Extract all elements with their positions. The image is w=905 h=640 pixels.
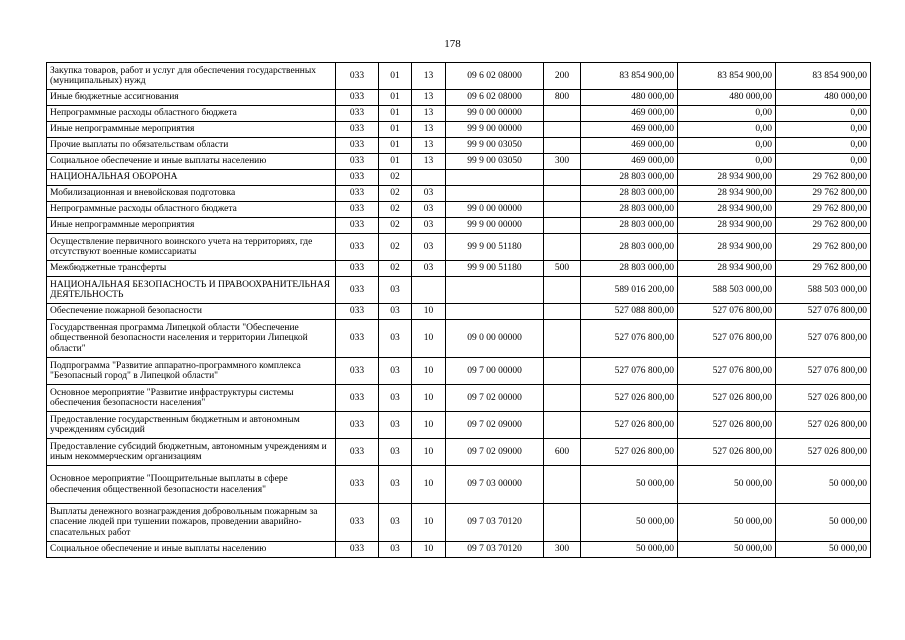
row-name-cell: Государственная программа Липецкой области "Обеспечение общественной безопасности населения и территории Липецкой области" xyxy=(47,320,336,358)
row-name-cell: Подпрограмма "Развитие аппаратно-программного комплекса "Безопасный город" в Липецкой области" xyxy=(47,358,336,385)
amount-year1-cell: 589 016 200,00 xyxy=(581,277,678,304)
target-article-cell: 09 7 03 00000 xyxy=(446,466,544,504)
section-code-cell: 02 xyxy=(379,234,412,261)
section-code-cell: 03 xyxy=(379,385,412,412)
subsection-code-cell: 13 xyxy=(412,63,446,90)
ministry-code-cell: 033 xyxy=(336,186,379,202)
amount-year1-cell: 50 000,00 xyxy=(581,466,678,504)
subsection-code-cell: 10 xyxy=(412,542,446,558)
expense-type-cell: 500 xyxy=(544,261,581,277)
table-row xyxy=(47,504,871,542)
subsection-code-cell: 10 xyxy=(412,385,446,412)
amount-year1-cell: 527 076 800,00 xyxy=(581,320,678,358)
amount-year3-cell: 83 854 900,00 xyxy=(776,63,871,90)
section-code-cell: 01 xyxy=(379,90,412,106)
ministry-code-cell: 033 xyxy=(336,412,379,439)
table-row xyxy=(47,358,871,385)
amount-year3-cell: 588 503 000,00 xyxy=(776,277,871,304)
row-name-cell: Иные бюджетные ассигнования xyxy=(47,90,336,106)
amount-year1-cell: 527 026 800,00 xyxy=(581,439,678,466)
subsection-code-cell: 10 xyxy=(412,466,446,504)
amount-year1-cell: 480 000,00 xyxy=(581,90,678,106)
subsection-code-cell: 10 xyxy=(412,320,446,358)
ministry-code-cell: 033 xyxy=(336,320,379,358)
row-name-cell: Выплаты денежного вознаграждения добровольным пожарным за спасение людей при тушении пожаров, проведении аварийно-спасательных работ xyxy=(47,504,336,542)
table-body xyxy=(47,63,871,558)
amount-year2-cell: 28 934 900,00 xyxy=(678,261,776,277)
table-row xyxy=(47,439,871,466)
ministry-code-cell: 033 xyxy=(336,358,379,385)
amount-year1-cell: 527 026 800,00 xyxy=(581,385,678,412)
amount-year2-cell: 28 934 900,00 xyxy=(678,234,776,261)
expense-type-cell xyxy=(544,304,581,320)
expense-type-cell: 800 xyxy=(544,90,581,106)
amount-year2-cell: 0,00 xyxy=(678,154,776,170)
amount-year2-cell: 50 000,00 xyxy=(678,542,776,558)
expense-type-cell xyxy=(544,466,581,504)
subsection-code-cell: 10 xyxy=(412,504,446,542)
amount-year1-cell: 83 854 900,00 xyxy=(581,63,678,90)
subsection-code-cell: 03 xyxy=(412,218,446,234)
target-article-cell xyxy=(446,277,544,304)
expense-type-cell: 300 xyxy=(544,542,581,558)
section-code-cell: 01 xyxy=(379,154,412,170)
amount-year2-cell: 527 076 800,00 xyxy=(678,304,776,320)
expense-type-cell xyxy=(544,202,581,218)
table-row xyxy=(47,542,871,558)
target-article-cell: 99 0 00 00000 xyxy=(446,202,544,218)
amount-year1-cell: 28 803 000,00 xyxy=(581,234,678,261)
ministry-code-cell: 033 xyxy=(336,63,379,90)
section-code-cell: 02 xyxy=(379,261,412,277)
amount-year3-cell: 0,00 xyxy=(776,154,871,170)
section-code-cell: 02 xyxy=(379,186,412,202)
amount-year1-cell: 469 000,00 xyxy=(581,138,678,154)
expense-type-cell xyxy=(544,385,581,412)
amount-year1-cell: 28 803 000,00 xyxy=(581,170,678,186)
ministry-code-cell: 033 xyxy=(336,504,379,542)
target-article-cell: 99 9 00 51180 xyxy=(446,234,544,261)
ministry-code-cell: 033 xyxy=(336,277,379,304)
target-article-cell: 09 0 00 00000 xyxy=(446,320,544,358)
subsection-code-cell: 10 xyxy=(412,358,446,385)
amount-year3-cell: 527 076 800,00 xyxy=(776,358,871,385)
section-code-cell: 03 xyxy=(379,504,412,542)
amount-year3-cell: 0,00 xyxy=(776,122,871,138)
amount-year1-cell: 50 000,00 xyxy=(581,542,678,558)
table-row xyxy=(47,320,871,358)
table-row xyxy=(47,106,871,122)
target-article-cell: 99 0 00 00000 xyxy=(446,106,544,122)
table-row xyxy=(47,186,871,202)
row-name-cell: Иные непрограммные мероприятия xyxy=(47,122,336,138)
row-name-cell: Основное мероприятие "Поощрительные выплаты в сфере обеспечения общественной безопасности населения" xyxy=(47,466,336,504)
row-name-cell: Непрограммные расходы областного бюджета xyxy=(47,106,336,122)
ministry-code-cell: 033 xyxy=(336,542,379,558)
table-row xyxy=(47,466,871,504)
ministry-code-cell: 033 xyxy=(336,218,379,234)
row-name-cell: Непрограммные расходы областного бюджета xyxy=(47,202,336,218)
ministry-code-cell: 033 xyxy=(336,154,379,170)
row-name-cell: Социальное обеспечение и иные выплаты населению xyxy=(47,542,336,558)
amount-year2-cell: 50 000,00 xyxy=(678,504,776,542)
section-code-cell: 01 xyxy=(379,106,412,122)
subsection-code-cell: 13 xyxy=(412,90,446,106)
expense-type-cell: 600 xyxy=(544,439,581,466)
amount-year2-cell: 0,00 xyxy=(678,138,776,154)
ministry-code-cell: 033 xyxy=(336,202,379,218)
section-code-cell: 01 xyxy=(379,138,412,154)
amount-year1-cell: 28 803 000,00 xyxy=(581,186,678,202)
target-article-cell xyxy=(446,170,544,186)
table-row xyxy=(47,218,871,234)
amount-year1-cell: 469 000,00 xyxy=(581,154,678,170)
subsection-code-cell xyxy=(412,277,446,304)
amount-year1-cell: 28 803 000,00 xyxy=(581,202,678,218)
target-article-cell xyxy=(446,186,544,202)
row-name-cell: НАЦИОНАЛЬНАЯ ОБОРОНА xyxy=(47,170,336,186)
subsection-code-cell: 10 xyxy=(412,304,446,320)
table-row xyxy=(47,63,871,90)
amount-year1-cell: 527 088 800,00 xyxy=(581,304,678,320)
subsection-code-cell: 03 xyxy=(412,261,446,277)
ministry-code-cell: 033 xyxy=(336,385,379,412)
amount-year1-cell: 527 076 800,00 xyxy=(581,358,678,385)
ministry-code-cell: 033 xyxy=(336,304,379,320)
amount-year3-cell: 527 076 800,00 xyxy=(776,320,871,358)
subsection-code-cell: 13 xyxy=(412,122,446,138)
section-code-cell: 02 xyxy=(379,202,412,218)
amount-year1-cell: 50 000,00 xyxy=(581,504,678,542)
ministry-code-cell: 033 xyxy=(336,170,379,186)
amount-year3-cell: 29 762 800,00 xyxy=(776,261,871,277)
target-article-cell: 09 7 03 70120 xyxy=(446,542,544,558)
section-code-cell: 03 xyxy=(379,466,412,504)
target-article-cell: 09 7 03 70120 xyxy=(446,504,544,542)
amount-year1-cell: 28 803 000,00 xyxy=(581,261,678,277)
table-row xyxy=(47,277,871,304)
amount-year3-cell: 29 762 800,00 xyxy=(776,218,871,234)
amount-year2-cell: 28 934 900,00 xyxy=(678,218,776,234)
amount-year2-cell: 527 076 800,00 xyxy=(678,358,776,385)
row-name-cell: Социальное обеспечение и иные выплаты населению xyxy=(47,154,336,170)
row-name-cell: Закупка товаров, работ и услуг для обеспечения государственных (муниципальных) нужд xyxy=(47,63,336,90)
target-article-cell: 99 9 00 00000 xyxy=(446,122,544,138)
target-article-cell: 09 6 02 08000 xyxy=(446,63,544,90)
target-article-cell xyxy=(446,304,544,320)
table-row xyxy=(47,154,871,170)
subsection-code-cell: 03 xyxy=(412,234,446,261)
amount-year2-cell: 50 000,00 xyxy=(678,466,776,504)
ministry-code-cell: 033 xyxy=(336,439,379,466)
expense-type-cell: 300 xyxy=(544,154,581,170)
target-article-cell: 09 7 02 09000 xyxy=(446,439,544,466)
amount-year3-cell: 29 762 800,00 xyxy=(776,234,871,261)
amount-year3-cell: 527 076 800,00 xyxy=(776,304,871,320)
amount-year3-cell: 527 026 800,00 xyxy=(776,439,871,466)
amount-year2-cell: 0,00 xyxy=(678,122,776,138)
expense-type-cell xyxy=(544,170,581,186)
row-name-cell: Межбюджетные трансферты xyxy=(47,261,336,277)
ministry-code-cell: 033 xyxy=(336,138,379,154)
row-name-cell: Предоставление государственным бюджетным и автономным учреждениям субсидий xyxy=(47,412,336,439)
expense-type-cell xyxy=(544,358,581,385)
expense-type-cell xyxy=(544,504,581,542)
target-article-cell: 09 7 00 00000 xyxy=(446,358,544,385)
row-name-cell: Иные непрограммные мероприятия xyxy=(47,218,336,234)
subsection-code-cell: 10 xyxy=(412,412,446,439)
ministry-code-cell: 033 xyxy=(336,261,379,277)
subsection-code-cell: 03 xyxy=(412,186,446,202)
table-row xyxy=(47,170,871,186)
section-code-cell: 03 xyxy=(379,304,412,320)
amount-year1-cell: 469 000,00 xyxy=(581,122,678,138)
table-row xyxy=(47,412,871,439)
table-row xyxy=(47,138,871,154)
amount-year2-cell: 28 934 900,00 xyxy=(678,186,776,202)
amount-year3-cell: 0,00 xyxy=(776,138,871,154)
amount-year2-cell: 527 026 800,00 xyxy=(678,385,776,412)
ministry-code-cell: 033 xyxy=(336,234,379,261)
section-code-cell: 02 xyxy=(379,218,412,234)
table-row xyxy=(47,202,871,218)
row-name-cell: Прочие выплаты по обязательствам области xyxy=(47,138,336,154)
expense-type-cell xyxy=(544,186,581,202)
amount-year2-cell: 527 026 800,00 xyxy=(678,412,776,439)
amount-year1-cell: 28 803 000,00 xyxy=(581,218,678,234)
subsection-code-cell: 13 xyxy=(412,106,446,122)
amount-year3-cell: 527 026 800,00 xyxy=(776,412,871,439)
expense-type-cell xyxy=(544,138,581,154)
budget-table xyxy=(46,62,871,558)
amount-year3-cell: 50 000,00 xyxy=(776,504,871,542)
subsection-code-cell: 03 xyxy=(412,202,446,218)
amount-year2-cell: 83 854 900,00 xyxy=(678,63,776,90)
subsection-code-cell: 13 xyxy=(412,138,446,154)
amount-year3-cell: 480 000,00 xyxy=(776,90,871,106)
row-name-cell: Мобилизационная и вневойсковая подготовка xyxy=(47,186,336,202)
target-article-cell: 09 6 02 08000 xyxy=(446,90,544,106)
table-row xyxy=(47,122,871,138)
target-article-cell: 09 7 02 00000 xyxy=(446,385,544,412)
subsection-code-cell xyxy=(412,170,446,186)
amount-year3-cell: 50 000,00 xyxy=(776,466,871,504)
expense-type-cell xyxy=(544,412,581,439)
ministry-code-cell: 033 xyxy=(336,90,379,106)
amount-year2-cell: 480 000,00 xyxy=(678,90,776,106)
amount-year2-cell: 527 026 800,00 xyxy=(678,439,776,466)
table-row xyxy=(47,385,871,412)
section-code-cell: 03 xyxy=(379,320,412,358)
ministry-code-cell: 033 xyxy=(336,466,379,504)
amount-year3-cell: 29 762 800,00 xyxy=(776,202,871,218)
expense-type-cell: 200 xyxy=(544,63,581,90)
table-row xyxy=(47,304,871,320)
target-article-cell: 09 7 02 09000 xyxy=(446,412,544,439)
subsection-code-cell: 13 xyxy=(412,154,446,170)
ministry-code-cell: 033 xyxy=(336,122,379,138)
section-code-cell: 03 xyxy=(379,439,412,466)
row-name-cell: Осуществление первичного воинского учета на территориях, где отсутствуют военные комиссариаты xyxy=(47,234,336,261)
row-name-cell: НАЦИОНАЛЬНАЯ БЕЗОПАСНОСТЬ И ПРАВООХРАНИТЕЛЬНАЯ ДЕЯТЕЛЬНОСТЬ xyxy=(47,277,336,304)
section-code-cell: 01 xyxy=(379,122,412,138)
expense-type-cell xyxy=(544,106,581,122)
table-row xyxy=(47,90,871,106)
amount-year3-cell: 0,00 xyxy=(776,106,871,122)
amount-year3-cell: 29 762 800,00 xyxy=(776,170,871,186)
subsection-code-cell: 10 xyxy=(412,439,446,466)
section-code-cell: 03 xyxy=(379,358,412,385)
expense-type-cell xyxy=(544,277,581,304)
amount-year3-cell: 29 762 800,00 xyxy=(776,186,871,202)
amount-year2-cell: 0,00 xyxy=(678,106,776,122)
section-code-cell: 01 xyxy=(379,63,412,90)
ministry-code-cell: 033 xyxy=(336,106,379,122)
section-code-cell: 02 xyxy=(379,170,412,186)
amount-year3-cell: 527 026 800,00 xyxy=(776,385,871,412)
expense-type-cell xyxy=(544,218,581,234)
expense-type-cell xyxy=(544,234,581,261)
section-code-cell: 03 xyxy=(379,412,412,439)
amount-year1-cell: 527 026 800,00 xyxy=(581,412,678,439)
page-number: 178 xyxy=(444,38,461,50)
target-article-cell: 99 9 00 03050 xyxy=(446,138,544,154)
expense-type-cell xyxy=(544,320,581,358)
amount-year2-cell: 28 934 900,00 xyxy=(678,170,776,186)
amount-year3-cell: 50 000,00 xyxy=(776,542,871,558)
table-row xyxy=(47,234,871,261)
target-article-cell: 99 9 00 00000 xyxy=(446,218,544,234)
target-article-cell: 99 9 00 51180 xyxy=(446,261,544,277)
row-name-cell: Предоставление субсидий бюджетным, автономным учреждениям и иным некоммерческим организациям xyxy=(47,439,336,466)
amount-year2-cell: 28 934 900,00 xyxy=(678,202,776,218)
row-name-cell: Обеспечение пожарной безопасности xyxy=(47,304,336,320)
target-article-cell: 99 9 00 03050 xyxy=(446,154,544,170)
section-code-cell: 03 xyxy=(379,277,412,304)
expense-type-cell xyxy=(544,122,581,138)
row-name-cell: Основное мероприятие "Развитие инфраструктуры системы обеспечения безопасности населения" xyxy=(47,385,336,412)
table-row xyxy=(47,261,871,277)
amount-year2-cell: 527 076 800,00 xyxy=(678,320,776,358)
amount-year1-cell: 469 000,00 xyxy=(581,106,678,122)
amount-year2-cell: 588 503 000,00 xyxy=(678,277,776,304)
section-code-cell: 03 xyxy=(379,542,412,558)
